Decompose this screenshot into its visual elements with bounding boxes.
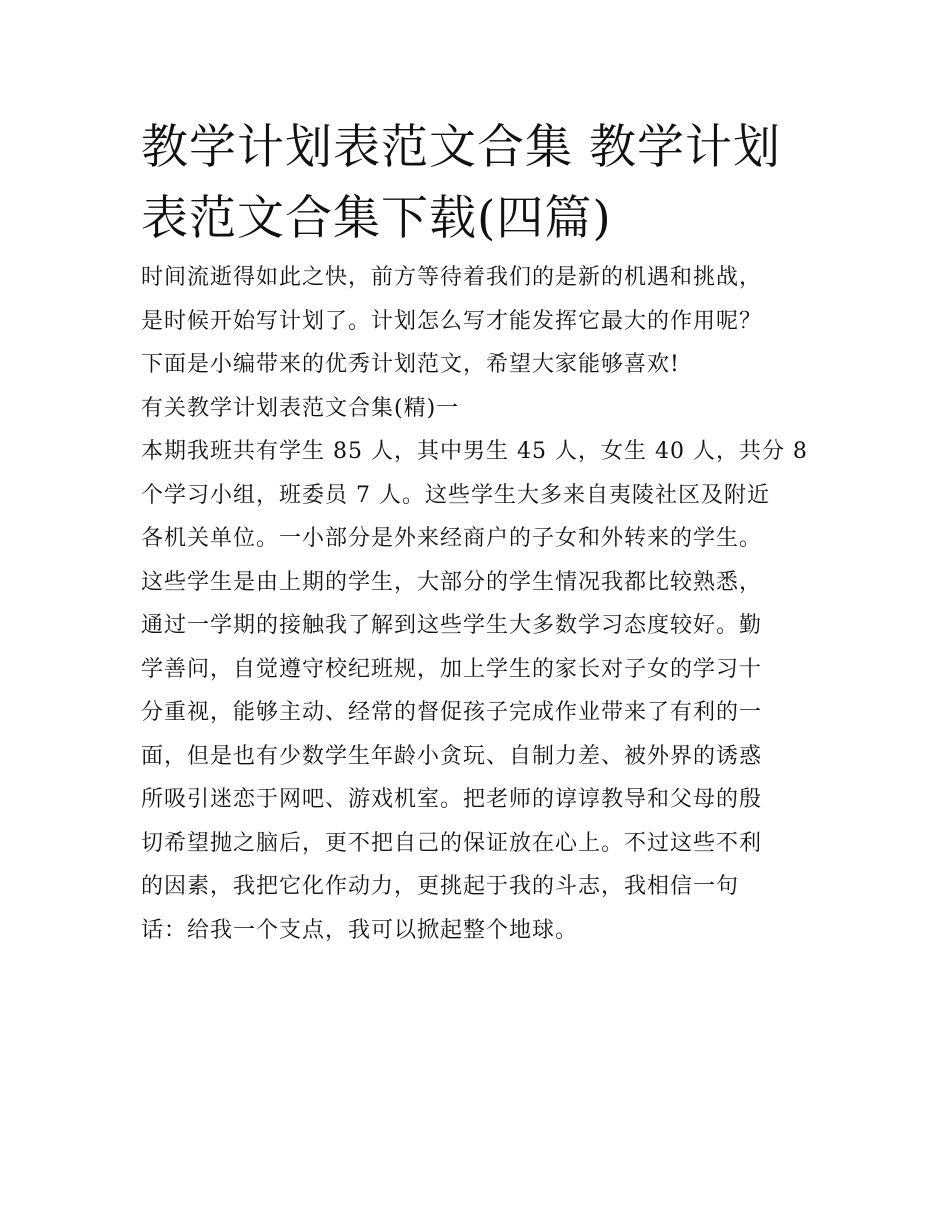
body-line: 所吸引迷恋于网吧、游戏机室。把老师的谆谆教导和父母的殷 <box>141 787 763 812</box>
intro-paragraph <box>141 260 821 384</box>
body-line: 各机关单位。一小部分是外来经商户的子女和外转来的学生。 <box>141 526 763 551</box>
document-page <box>141 112 821 956</box>
intro-line: 是时候开始写计划了。计划怎么写才能发挥它最大的作用呢？ <box>141 308 763 334</box>
section-heading-block <box>141 391 821 428</box>
body-line: 分重视，能够主动、经常的督促孩子完成作业带来了有利的一 <box>141 700 763 725</box>
body-line: 个学习小组，班委员 7 人。这些学生大多来自夷陵社区及附近 <box>141 482 770 508</box>
body-paragraph <box>141 434 821 949</box>
section-heading: 有关教学计划表范文合集(精)一 <box>141 395 460 421</box>
intro-line: 下面是小编带来的优秀计划范文，希望大家能够喜欢! <box>141 352 680 377</box>
body-line: 通过一学期的接触我了解到这些学生大多数学习态度较好。勤 <box>141 613 763 638</box>
body-line: 切希望抛之脑后，更不把自己的保证放在心上。不过这些不利 <box>141 830 763 856</box>
body-line: 话：给我一个支点，我可以掀起整个地球。 <box>141 917 579 943</box>
intro-line: 时间流逝得如此之快，前方等待着我们的是新的机遇和挑战， <box>141 265 763 290</box>
body-line: 面，但是也有少数学生年龄小贪玩、自制力差、被外界的诱惑 <box>141 743 763 769</box>
document-title: 教学计划表范文合集 教学计划表范文合集下载(四篇) <box>141 120 781 246</box>
body-line: 学善问，自觉遵守校纪班规，加上学生的家长对子女的学习十 <box>141 656 763 682</box>
body-line: 的因素，我把它化作动力，更挑起于我的斗志，我相信一句 <box>141 874 740 899</box>
body-line: 这些学生是由上期的学生，大部分的学生情况我都比较熟悉， <box>141 569 763 595</box>
body-line: 本期我班共有学生 85 人，其中男生 45 人，女生 40 人，共分 8 <box>141 439 808 464</box>
